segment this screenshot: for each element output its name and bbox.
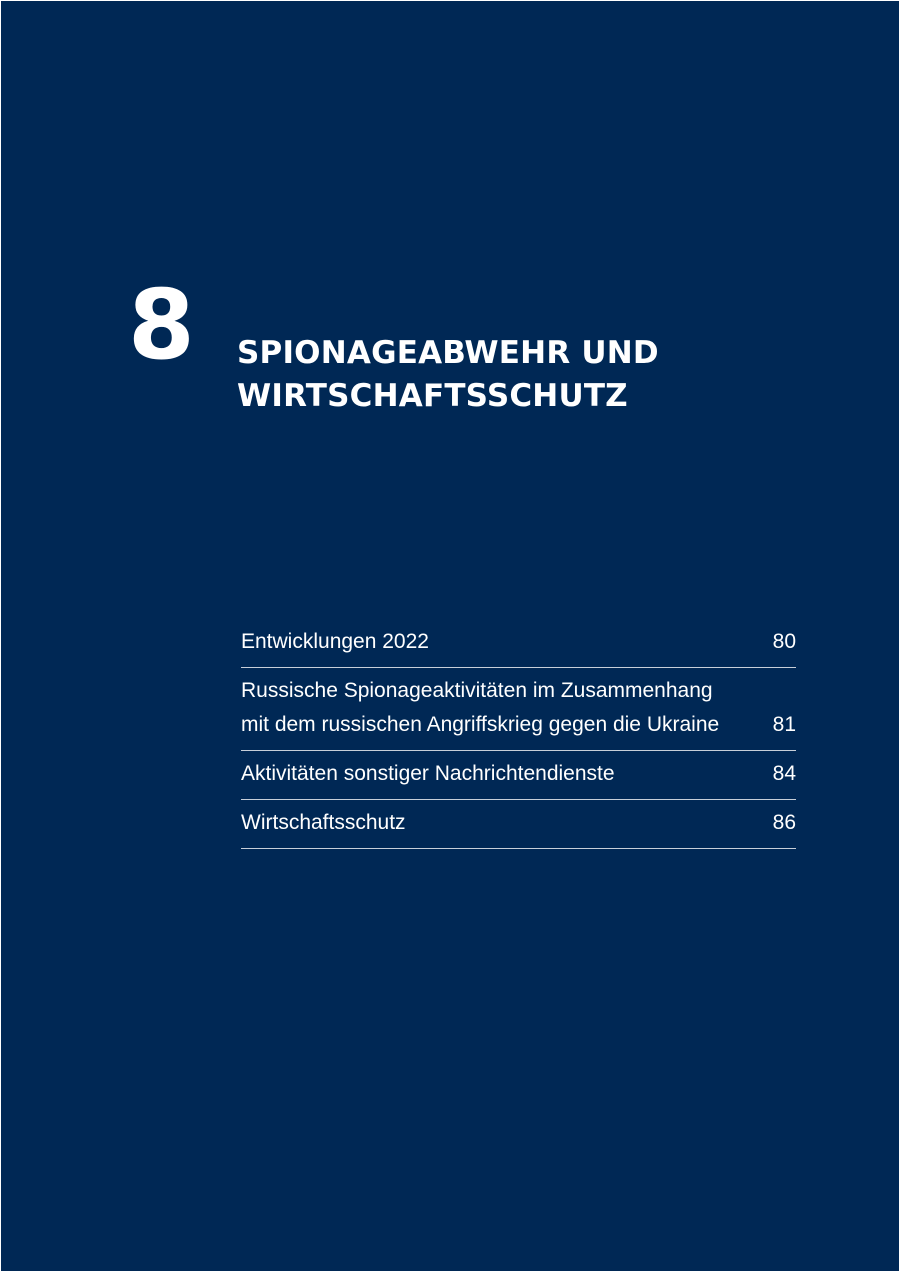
toc-entry-label-line: Entwicklungen 2022 (241, 630, 429, 653)
toc-entry[interactable] (241, 623, 796, 668)
toc-entry[interactable] (241, 668, 796, 751)
toc-entry-page: 80 (772, 630, 796, 653)
toc-entry[interactable] (241, 800, 796, 849)
toc-entry-label (241, 625, 752, 659)
toc-entry-label (241, 806, 752, 840)
chapter-title (237, 332, 797, 418)
toc-entry-label-line: Wirtschaftsschutz (241, 811, 406, 834)
toc-entry-label (241, 757, 752, 791)
chapter-title-line-1: SPIONAGEABWEHR UND (237, 335, 659, 371)
toc-entry-page: 81 (772, 713, 796, 736)
toc-entry-label-line: Russische Spionageaktivitäten im Zusammenhang (241, 679, 713, 702)
toc-entry-page: 86 (772, 811, 796, 834)
toc-entry-label-line: mit dem russischen Angriffskrieg gegen die Ukraine (241, 713, 720, 736)
chapter-number: 8 (128, 269, 194, 381)
toc-entry-label (241, 674, 752, 742)
table-of-contents (241, 623, 796, 849)
toc-entry[interactable] (241, 751, 796, 800)
chapter-cover-page (1, 1, 899, 1271)
toc-entry-label-line: Aktivitäten sonstiger Nachrichtendienste (241, 762, 615, 785)
toc-entry-page: 84 (772, 762, 796, 785)
chapter-title-line-2: WIRTSCHAFTSSCHUTZ (237, 378, 628, 414)
